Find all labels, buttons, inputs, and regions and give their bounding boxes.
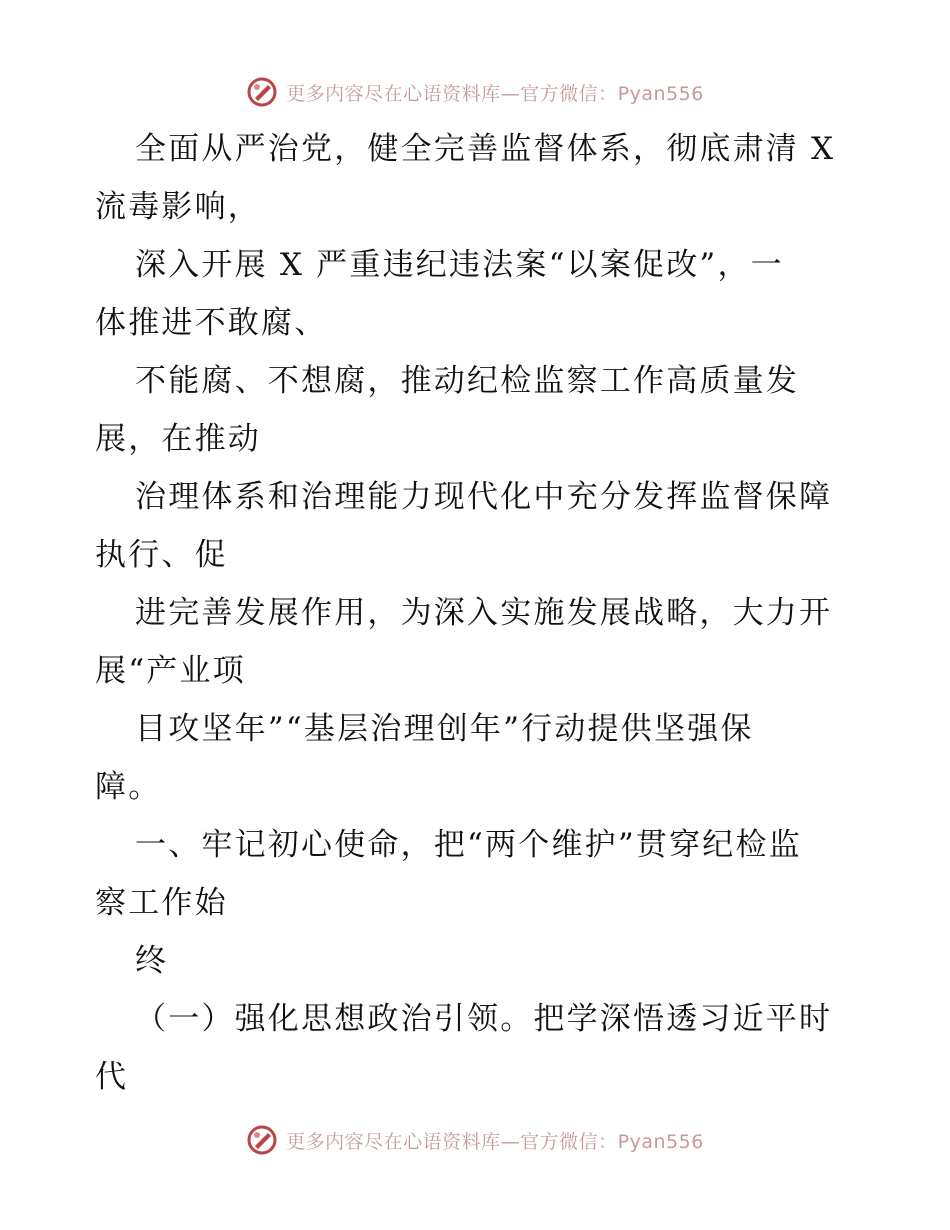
body-line: 治理体系和治理能力现代化中充分发挥监督保障 — [135, 479, 833, 515]
body-line: （一）强化思想政治引领。把学深悟透习近平时 — [135, 1001, 833, 1037]
document-body — [95, 120, 860, 1106]
body-line: 流毒影响， — [95, 189, 261, 225]
watermark-text: 更多内容尽在心语资料库—官方微信：Pyan556 — [286, 82, 704, 105]
body-line: 深入开展 X 严重违纪违法案“以案促改”，一 — [135, 247, 784, 283]
body-line: 执行、促 — [95, 537, 228, 573]
body-line: 进完善发展作用，为深入实施发展战略，大力开 — [135, 595, 833, 631]
body-line: 全面从严治党，健全完善监督体系，彻底肃清 X — [135, 131, 836, 167]
body-line: 目攻坚年”“基层治理创年”行动提供坚强保 — [135, 711, 754, 747]
seal-logo-icon — [246, 1124, 278, 1156]
seal-logo-icon — [246, 76, 278, 108]
body-line: 展“产业项 — [95, 653, 246, 689]
header-watermark — [0, 72, 950, 112]
body-line: 代 — [95, 1059, 129, 1095]
body-line: 一、牢记初心使命，把“两个维护”贯穿纪检监 — [135, 827, 802, 863]
watermark-text: 更多内容尽在心语资料库—官方微信：Pyan556 — [286, 1130, 704, 1153]
body-line: 体推进不敢腐、 — [95, 305, 328, 341]
body-line: 察工作始 — [95, 885, 228, 921]
body-line: 展，在推动 — [95, 421, 261, 457]
body-line: 障。 — [95, 769, 162, 805]
body-line: 终 — [135, 943, 169, 979]
footer-watermark — [0, 1120, 950, 1160]
body-line: 不能腐、不想腐，推动纪检监察工作高质量发 — [135, 363, 799, 399]
